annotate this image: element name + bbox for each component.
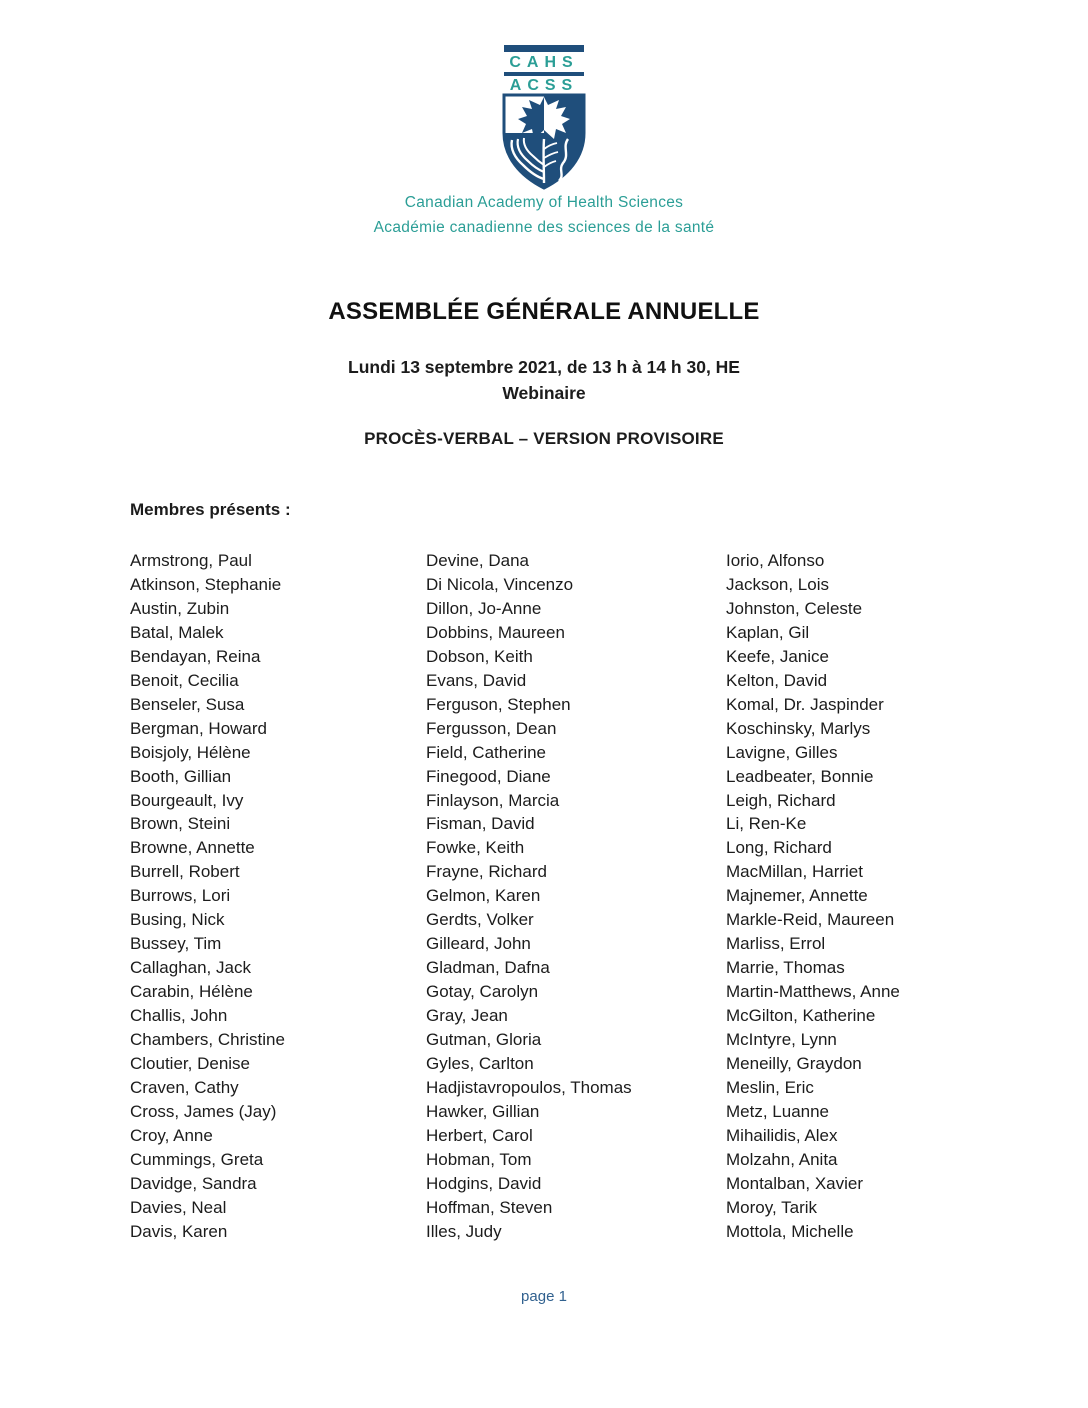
member-name: Mottola, Michelle bbox=[726, 1221, 854, 1241]
member-name: McGilton, Katherine bbox=[726, 1006, 876, 1026]
member-name: Finegood, Diane bbox=[426, 766, 551, 786]
svg-text:ACSS: ACSS bbox=[509, 77, 579, 94]
member-name: Koschinsky, Marlys bbox=[726, 718, 871, 738]
member-name: Hoffman, Steven bbox=[426, 1197, 553, 1217]
org-name-french: Académie canadienne des sciences de la santé bbox=[373, 219, 715, 236]
member-name: Benseler, Susa bbox=[130, 694, 245, 714]
page-number: page 1 bbox=[521, 1288, 567, 1305]
member-name: Jackson, Lois bbox=[726, 574, 829, 594]
member-name: Kelton, David bbox=[726, 670, 828, 690]
members-list bbox=[130, 549, 1008, 1244]
member-name: Metz, Luanne bbox=[726, 1101, 830, 1121]
member-name: MacMillan, Harriet bbox=[726, 862, 863, 882]
member-name: Marliss, Errol bbox=[726, 934, 826, 954]
member-name: Leadbeater, Bonnie bbox=[726, 766, 874, 786]
members-present-heading: Membres présents : bbox=[130, 500, 291, 519]
member-name: Leigh, Richard bbox=[726, 790, 836, 810]
member-name: Dobson, Keith bbox=[426, 646, 533, 666]
member-name: Finlayson, Marcia bbox=[426, 790, 560, 810]
member-name: Long, Richard bbox=[726, 838, 832, 858]
member-name: Boisjoly, Hélène bbox=[130, 742, 251, 762]
member-name: Callaghan, Jack bbox=[130, 958, 251, 978]
member-name: Austin, Zubin bbox=[130, 598, 230, 618]
member-name: Lavigne, Gilles bbox=[726, 742, 838, 762]
member-name: Hodgins, David bbox=[426, 1173, 542, 1193]
member-name: Bourgeault, Ivy bbox=[130, 790, 244, 810]
members-column-1 bbox=[130, 549, 426, 1244]
member-name: Iorio, Alfonso bbox=[726, 551, 825, 570]
member-name: Frayne, Richard bbox=[426, 862, 547, 882]
member-name: Devine, Dana bbox=[426, 551, 530, 570]
member-name: Burrows, Lori bbox=[130, 886, 231, 906]
cahs-logo bbox=[0, 45, 1088, 196]
member-name: Meslin, Eric bbox=[726, 1077, 814, 1097]
member-name: Komal, Dr. Jaspinder bbox=[726, 694, 884, 714]
member-name: Gladman, Dafna bbox=[426, 958, 550, 978]
member-name: Busing, Nick bbox=[130, 910, 225, 930]
member-name: Mihailidis, Alex bbox=[726, 1125, 838, 1145]
member-name: Evans, David bbox=[426, 670, 527, 690]
member-name: Carabin, Hélène bbox=[130, 982, 253, 1002]
member-name: Fisman, David bbox=[426, 814, 535, 834]
member-name: Keefe, Janice bbox=[726, 646, 830, 666]
member-name: Hawker, Gillian bbox=[426, 1101, 540, 1121]
member-name: Cross, James (Jay) bbox=[130, 1101, 277, 1121]
member-name: Field, Catherine bbox=[426, 742, 547, 762]
member-name: Brown, Steini bbox=[130, 814, 231, 834]
member-name: Illes, Judy bbox=[426, 1221, 502, 1241]
member-name: Hadjistavropoulos, Thomas bbox=[426, 1077, 632, 1097]
member-name: Cummings, Greta bbox=[130, 1149, 264, 1169]
member-name: Fergusson, Dean bbox=[426, 718, 557, 738]
member-name: Cloutier, Denise bbox=[130, 1054, 251, 1074]
document-subtitle: PROCÈS-VERBAL – VERSION PROVISOIRE bbox=[364, 429, 724, 448]
member-name: Gray, Jean bbox=[426, 1006, 508, 1026]
member-name: Johnston, Celeste bbox=[726, 598, 863, 618]
member-name: Bussey, Tim bbox=[130, 934, 222, 954]
member-name: Gilleard, John bbox=[426, 934, 531, 954]
member-name: Gelmon, Karen bbox=[426, 886, 541, 906]
member-name: Majnemer, Annette bbox=[726, 886, 868, 906]
member-name: Challis, John bbox=[130, 1006, 228, 1026]
member-name: Martin-Matthews, Anne bbox=[726, 982, 900, 1002]
member-name: Molzahn, Anita bbox=[726, 1149, 838, 1169]
member-name: Craven, Cathy bbox=[130, 1077, 239, 1097]
member-name: Burrell, Robert bbox=[130, 862, 240, 882]
member-name: Montalban, Xavier bbox=[726, 1173, 864, 1193]
member-name: Markle-Reid, Maureen bbox=[726, 910, 895, 930]
member-name: Gotay, Carolyn bbox=[426, 982, 539, 1002]
meeting-format: Webinaire bbox=[502, 383, 586, 403]
members-column-2 bbox=[426, 549, 726, 1244]
meeting-date-line: Lundi 13 septembre 2021, de 13 h à 14 h 30, HE bbox=[348, 357, 740, 377]
cahs-shield-icon bbox=[502, 45, 586, 191]
member-name: Davis, Karen bbox=[130, 1221, 228, 1241]
org-name-english: Canadian Academy of Health Sciences bbox=[404, 194, 684, 211]
member-name: Marrie, Thomas bbox=[726, 958, 845, 978]
member-name: Davies, Neal bbox=[130, 1197, 227, 1217]
member-name: Booth, Gillian bbox=[130, 766, 232, 786]
member-name: Gyles, Carlton bbox=[426, 1054, 534, 1074]
members-column-3 bbox=[726, 549, 1008, 1244]
member-name: Atkinson, Stephanie bbox=[130, 574, 282, 594]
member-name: Davidge, Sandra bbox=[130, 1173, 257, 1193]
member-name: Ferguson, Stephen bbox=[426, 694, 571, 714]
member-name: Chambers, Christine bbox=[130, 1030, 285, 1050]
member-name: Dobbins, Maureen bbox=[426, 622, 565, 642]
member-name: Gutman, Gloria bbox=[426, 1030, 542, 1050]
member-name: Batal, Malek bbox=[130, 622, 224, 642]
member-name: Fowke, Keith bbox=[426, 838, 525, 858]
document-title: ASSEMBLÉE GÉNÉRALE ANNUELLE bbox=[328, 298, 760, 325]
member-name: McIntyre, Lynn bbox=[726, 1030, 837, 1050]
member-name: Benoit, Cecilia bbox=[130, 670, 239, 690]
member-name: Di Nicola, Vincenzo bbox=[426, 574, 574, 594]
member-name: Hobman, Tom bbox=[426, 1149, 532, 1169]
member-name: Kaplan, Gil bbox=[726, 622, 810, 642]
org-names bbox=[0, 190, 1088, 240]
member-name: Bergman, Howard bbox=[130, 718, 268, 738]
member-name: Moroy, Tarik bbox=[726, 1197, 818, 1217]
member-name: Armstrong, Paul bbox=[130, 551, 252, 570]
member-name: Bendayan, Reina bbox=[130, 646, 261, 666]
member-name: Browne, Annette bbox=[130, 838, 255, 858]
member-name: Meneilly, Graydon bbox=[726, 1054, 862, 1074]
member-name: Dillon, Jo-Anne bbox=[426, 598, 542, 618]
member-name: Croy, Anne bbox=[130, 1125, 213, 1145]
member-name: Herbert, Carol bbox=[426, 1125, 533, 1145]
member-name: Li, Ren-Ke bbox=[726, 814, 807, 834]
member-name: Gerdts, Volker bbox=[426, 910, 534, 930]
svg-text:CAHS: CAHS bbox=[509, 54, 579, 71]
